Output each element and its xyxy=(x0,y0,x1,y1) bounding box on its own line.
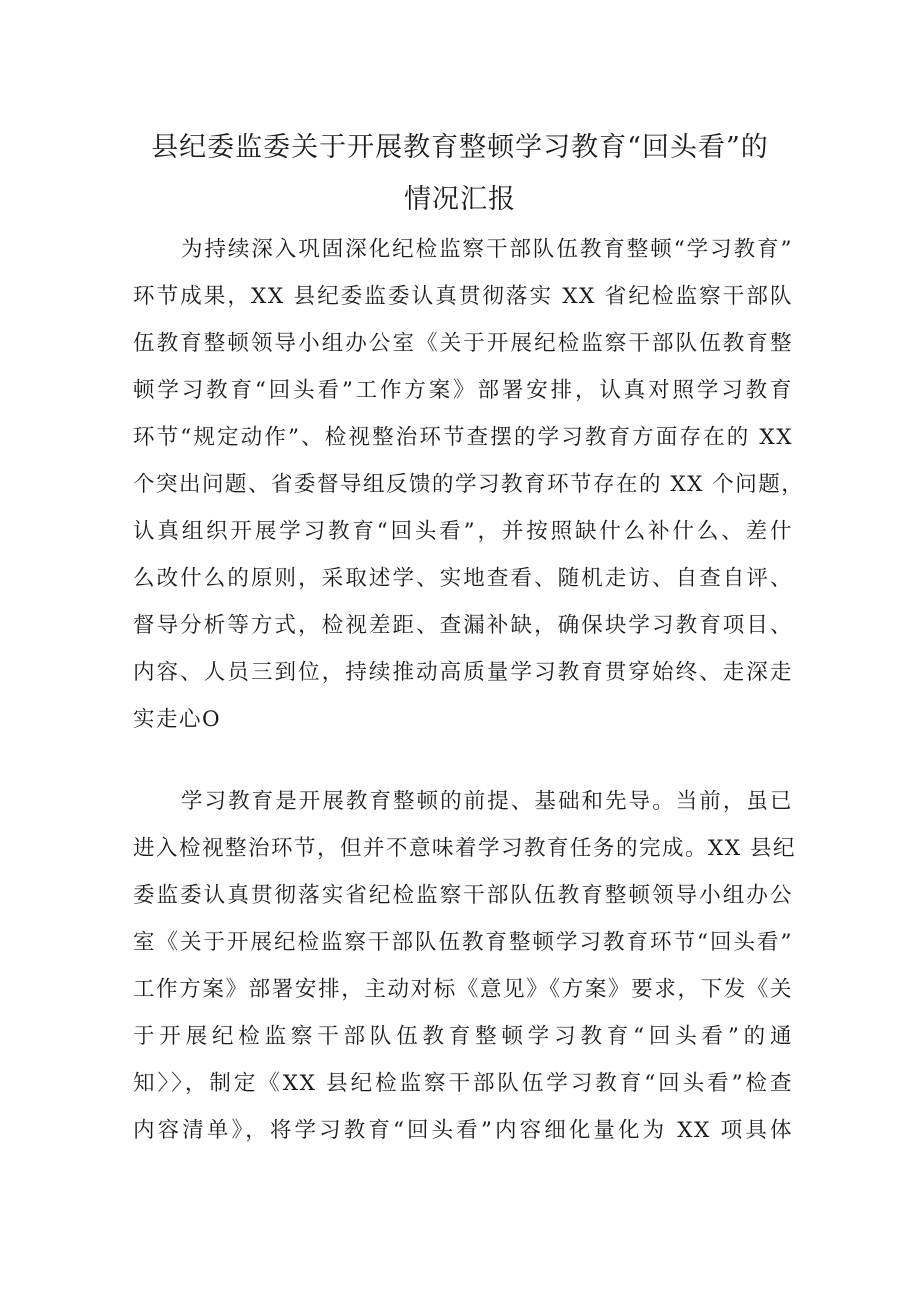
text-line: 个突出问题、省委督导组反馈的学习教育环节存在的 XX 个问题， xyxy=(133,472,805,497)
text-line: 为持续深入巩固深化纪检监察干部队伍教育整顿“学习教育” xyxy=(181,237,793,262)
paragraph-1 xyxy=(133,226,805,743)
text-line: 工作方案》部署安排，主动对标《意见》《方案》要求，下发《关 xyxy=(133,977,793,1002)
text-line: 么改什么的原则，采取述学、实地查看、随机走访、自查自评、 xyxy=(133,566,793,591)
text-line: 进入检视整治环节，但并不意味着学习教育任务的完成。XX 县纪 xyxy=(133,836,796,861)
text-line: 委监委认真贯彻落实省纪检监察干部队伍教育整顿领导小组办公 xyxy=(133,883,793,908)
text-line: 环节“规定动作”、检视整治环节查摆的学习教育方面存在的 XX xyxy=(133,425,793,450)
text-line: 伍教育整顿领导小组办公室《关于开展纪检监察干部队伍教育整 xyxy=(133,331,793,356)
text-line: 内容、人员三到位，持续推动高质量学习教育贯穿始终、走深走 xyxy=(133,660,793,685)
text-line: 顿学习教育“回头看”工作方案》部署安排，认真对照学习教育 xyxy=(133,378,793,403)
title-line: 县纪委监委关于开展教育整顿学习教育“回头看”的 xyxy=(151,132,769,164)
text-line: 认真组织开展学习教育“回头看”，并按照缺什么补什么、差什 xyxy=(133,519,793,544)
paragraph-2 xyxy=(133,778,796,1154)
text-line: 知〉〉，制定《XX 县纪检监察干部队伍学习教育“回头看”检查 xyxy=(133,1071,793,1096)
title-line: 情况汇报 xyxy=(404,184,516,216)
text-line: 室《关于开展纪检监察干部队伍教育整顿学习教育环节“回头看” xyxy=(133,930,793,955)
text-line: 内容清单》，将学习教育“回头看”内容细化量化为 XX 项具体 xyxy=(133,1118,793,1143)
document-title xyxy=(110,122,810,226)
text-line: 于开展纪检监察干部队伍教育整顿学习教育“回头看”的通 xyxy=(133,1024,793,1049)
text-line: 学习教育是开展教育整顿的前提、基础和先导。当前，虽已 xyxy=(181,789,793,814)
text-line: 督导分析等方式，检视差距、查漏补缺，确保块学习教育项目、 xyxy=(133,613,793,638)
text-line: 环节成果，XX 县纪委监委认真贯彻落实 XX 省纪检监察干部队 xyxy=(133,284,793,309)
text-line: 实走心O xyxy=(133,707,222,732)
